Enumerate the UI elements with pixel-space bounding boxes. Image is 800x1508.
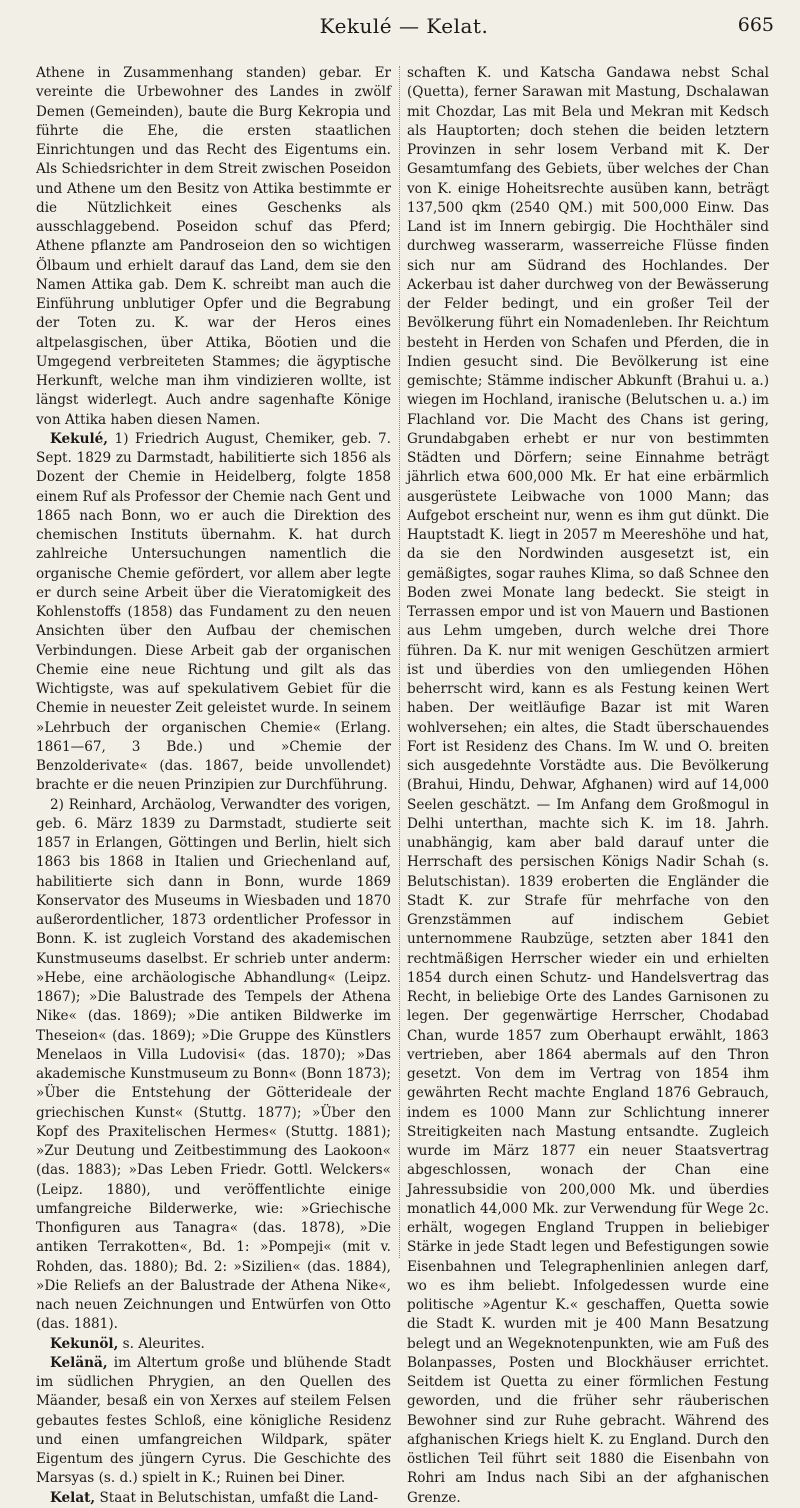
entry-kekrops-continuation: Athene in Zusammenhang standen) gebar. Er vereinte die Urbewohner des Landes in zwölf Demen (Gemeinden), baute die Burg Kekropia und führte die Ehe, die ersten staatlichen Einrichtungen und das Recht des Eigentums ein. Als Schiedsrichter in dem Streit zwischen Poseidon und Athene um den Besitz von Attika bestimmte er die Nützlichkeit eines Geschenks als ausschlaggebend. Poseidon schuf das Pferd; Athene pflanzte am Pandroseion den so wichtigen Ölbaum und erhielt darauf das Land, dem sie den Namen Attika gab. Dem K. schreibt man auch die Einführung unblutiger Opfer und die Begrabung der Toten zu. K. war der Heros eines altpelasgischen, über Attika, Böotien und die Umgegend verbreiteten Stammes; die ägyptische Herkunft, welche man ihm vindizieren wollte, ist längst widerlegt. Auch andre sagenhafte Könige von Attika haben diesen Namen.	[36, 65, 391, 428]
headword-kelat: Kelat,	[50, 1489, 96, 1506]
headword-kekule: Kekulé,	[50, 430, 109, 447]
entry-kekunoel-text: s. Aleurites.	[118, 1335, 205, 1352]
entry-kekule	[36, 430, 391, 796]
right-column	[407, 64, 769, 1506]
headword-kelaenae: Kelänä,	[50, 1354, 108, 1371]
entry-kelat-text: Staat in Belutschistan, umfaßt die Land-	[95, 1489, 379, 1506]
running-title: Kekulé — Kelat.	[319, 14, 489, 38]
page-number: 665	[737, 14, 774, 36]
entry-kekunoel	[36, 1335, 391, 1354]
headword-kekunoel: Kekunöl,	[50, 1335, 119, 1352]
entry-kekule-1-text: 1) Friedrich August, Chemiker, geb. 7. Sept. 1829 zu Darmstadt, habilitierte sich 1856 als Dozent der Chemie in Heidelberg, folgte 1858 einem Ruf als Professor der Chemie nach Gent und 1865 nach Bonn, wo er auch die Direktion des chemischen Instituts übernahm. K. hat durch zahlreiche Untersuchungen namentlich die organische Chemie gefördert, vor allem aber legte er durch seine Arbeit über die Vieratomigkeit des Kohlenstoffs (1858) das Fundament zu den neuen Ansichten über den Aufbau der chemischen Verbindungen. Diese Arbeit gab der organischen Chemie eine neue Richtung und gilt als das Wichtigste, was auf spekulativem Gebiet für die Chemie in neuester Zeit geleistet wurde. In seinem »Lehrbuch der organischen Chemie« (Erlang. 1861—67, 3 Bde.) und »Chemie der Benzolderivate« (das. 1867, beide unvollendet) brachte er die neuen Prinzipien zur Durchführung.	[36, 430, 391, 794]
page-header	[34, 14, 774, 48]
entry-kekule-2: 2) Reinhard, Archäolog, Verwandter des vorigen, geb. 6. März 1839 zu Darmstadt, studierte seit 1857 in Erlangen, Göttingen und Berlin, hielt sich 1863 bis 1868 in Italien und Griechenland auf, habilitierte sich dann in Bonn, wurde 1869 Konservator des Museums in Wiesbaden und 1870 außerordentlicher, 1873 ordentlicher Professor in Bonn. K. ist zugleich Vorstand des akademischen Kunstmuseums daselbst. Er schrieb unter anderm: »Hebe, eine archäologische Abhandlung« (Leipz. 1867); »Die Balustrade des Tempels der Athena Nike« (das. 1869); »Die antiken Bildwerke im Theseion« (das. 1869); »Die Gruppe des Künstlers Menelaos in Villa Ludovisi« (das. 1870); »Das akademische Kunstmuseum zu Bonn« (Bonn 1873); »Über die Entstehung der Götterideale der griechischen Kunst« (Stuttg. 1877); »Über den Kopf des Praxitelischen Hermes« (Stuttg. 1881); »Zur Deutung und Zeitbestimmung des Laokoon« (das. 1883); »Das Leben Friedr. Gottl. Welckers« (Leipz. 1880), und veröffentlichte einige umfangreiche Bilderwerke, wie: »Griechische Thonfiguren aus Tanagra« (das. 1878), »Die antiken Terrakotten«, Bd. 1: »Pompeji« (mit v. Rohden, das. 1880); Bd. 2: »Sizilien« (das. 1884), »Die Reliefs an der Balustrade der Athena Nike«, nach neuen Zeichnungen und Entwürfen von Otto (das. 1881).	[36, 796, 391, 1333]
left-column	[36, 64, 391, 1506]
entry-kelat-continuation: schaften K. und Katscha Gandawa nebst Schal (Quetta), ferner Sarawan mit Mastung, Dschalawan mit Chozdar, Las mit Bela und Mekran mit Kedsch als Hauptorten; doch stehen die beiden letztern Provinzen in sehr losem Verband mit K. Der Gesamtumfang des Gebiets, über welches der Chan von K. einige Hoheitsrechte ausüben kann, beträgt 137,500 qkm (2540 QM.) mit 500,000 Einw. Das Land ist im Innern gebirgig. Die Hochthäler sind durchweg wasserarm, wasserreiche Flüsse finden sich nur am Südrand des Hochlandes. Der Ackerbau ist daher durchweg von der Bewässerung der Felder bedingt, und ein großer Teil der Bevölkerung führt ein Nomadenleben. Ihr Reichtum besteht in Herden von Schafen und Pferden, die in Indien gesucht sind. Die Bevölkerung ist eine gemischte; Stämme indischer Abkunft (Brahui u. a.) wiegen im Hochland, iranische (Belutschen u. a.) im Flachland vor. Die Macht des Chans ist gering, Grundabgaben erhebt er nur von bestimmten Städten und Dörfern; seine Einnahme beträgt jährlich etwa 600,000 Mk. Er hat eine erbärmlich ausgerüstete Leibwache von 1000 Mann; das Aufgebot erscheint nur, wenn es ihm gut dünkt. Die Hauptstadt K. liegt in 2057 m Meereshöhe und hat, da sie den Nordwinden ausgesetzt ist, ein gemäßigtes, sogar rauhes Klima, so daß Schnee den Boden zwei Monate lang bedeckt. Sie steigt in Terrassen empor und ist von Mauern und Bastionen aus Lehm umgeben, durch welche drei Thore führen. Da K. nur mit wenigen Geschützen armiert ist und überdies von den umliegenden Höhen beherrscht wird, kann es als Festung keinen Wert haben. Der weitläufige Bazar ist mit Waren wohlversehen; ein altes, die Stadt überschauendes Fort ist Residenz des Chans. Im W. und O. breiten sich ausgedehnte Vorstädte aus. Die Bevölkerung (Brahui, Hindu, Dehwar, Afghanen) wird auf 14,000 Seelen geschätzt. — Im Anfang dem Großmogul in Delhi unterthan, machte sich K. im 18. Jahrh. unabhängig, kam aber bald darauf unter die Herrschaft des persischen Königs Nadir Schah (s. Belutschistan). 1839 eroberten die Engländer die Stadt K. zur Strafe für mehrfache von den Grenzstämmen auf indischem Gebiet unternommene Raubzüge, setzten aber 1841 den rechtmäßigen Herrscher wieder ein und erhielten 1854 durch einen Schutz- und Handelsvertrag das Recht, in beliebige Orte des Landes Garnisonen zu legen. Der gegenwärtige Herrscher, Chodabad Chan, wurde 1857 zum Oberhaupt erwählt, 1863 vertrieben, aber 1864 abermals auf den Thron gesetzt. Von dem im Vertrag von 1854 ihm gewährten Recht machte England 1876 Gebrauch, indem es 1000 Mann zur Schlichtung innerer Streitigkeiten nach Mastung entsandte. Zugleich wurde im März 1877 ein neuer Staatsvertrag abgeschlossen, wonach der Chan eine Jahressubsidie von 200,000 Mk. und überdies monatlich 44,000 Mk. zur Verwendung für Wege 2c. erhält, wogegen England Truppen in beliebiger Stärke in jede Stadt legen und Befestigungen sowie Eisenbahnen und Telegraphenlinien anlegen darf, wo es ihm beliebt. Infolgedessen wurde eine politische »Agentur K.« geschaffen, Quetta sowie die Stadt K. wurden mit je 400 Mann Besatzung belegt und an Wegeknotenpunkten, wie am Fuß des Bolanpasses, Posten und Blockhäuser errichtet. Seitdem ist Quetta zu einer förmlichen Festung geworden, und die früher sehr räuberischen Bewohner sind zur Ruhe gebracht. Während des afghanischen Kriegs hielt K. zu England. Durch den östlichen Teil führt seit 1880 die Eisenbahn von Rohri am Indus nach Sibi an der afghanischen Grenze.	[407, 65, 769, 1506]
entry-kelaenae	[36, 1354, 391, 1489]
entry-kelaenae-text: im Altertum große und blühende Stadt im südlichen Phrygien, an den Quellen des Mäander, besaß ein von Xerxes auf steilem Felsen gebautes festes Schloß, eine königliche Residenz und einen umfangreichen Wildpark, später Eigentum des jüngern Cyrus. Die Geschichte des Marsyas (s. d.) spielt in K.; Ruinen bei Diner.	[36, 1354, 391, 1487]
entry-kelat	[36, 1489, 391, 1508]
column-divider	[399, 66, 400, 1258]
